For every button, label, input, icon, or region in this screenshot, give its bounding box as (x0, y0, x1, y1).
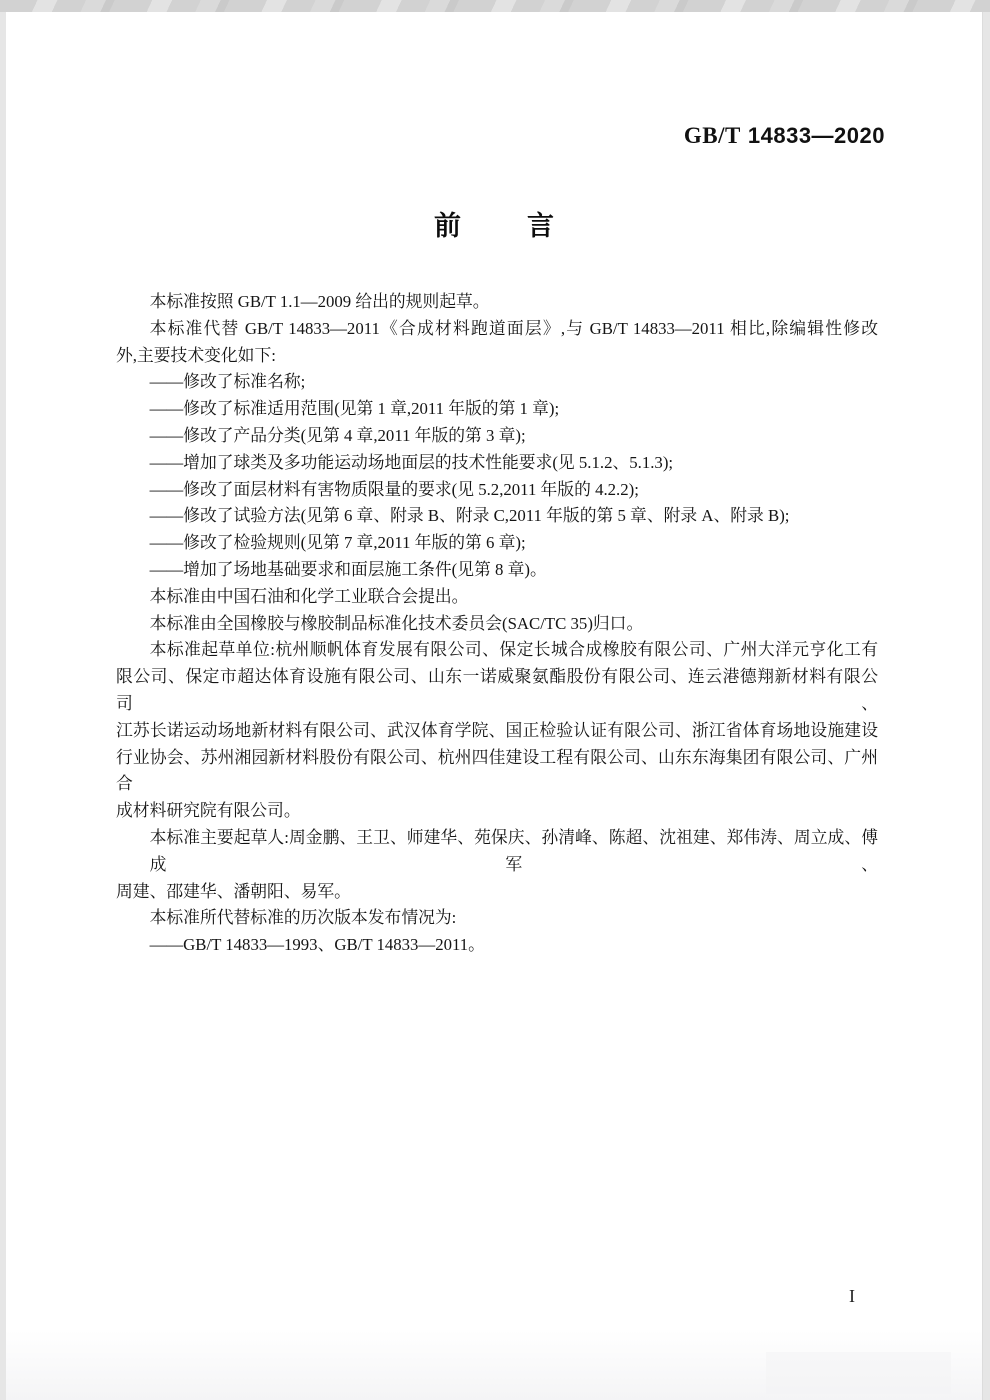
document-page (6, 12, 983, 1400)
body-text (116, 289, 878, 959)
scan-bottom-shading (6, 1330, 982, 1400)
body-line: 成材料研究院有限公司。 (116, 801, 301, 821)
body-line: 本标准代替 GB/T 14833—2011《合成材料跑道面层》,与 GB/T 14833—2011 相比,除编辑性修改 (149, 318, 878, 338)
body-line: ——修改了标准适用范围(见第 1 章,2011 年版的第 1 章); (149, 399, 560, 419)
body-line: 行业协会、苏州湘园新材料股份有限公司、杭州四佳建设工程有限公司、山东东海集团有限公司、广州合 (116, 747, 878, 794)
body-line: 外,主要技术变化如下: (116, 345, 276, 365)
body-line: 周建、邵建华、潘朝阳、易军。 (116, 881, 351, 901)
standard-code-number: 14833—2020 (747, 123, 885, 148)
body-line: 本标准主要起草人:周金鹏、王卫、师建华、苑保庆、孙清峰、陈超、沈祖建、郑伟涛、周立成、傅成军、 (149, 827, 878, 874)
body-line: 本标准起草单位:杭州顺帆体育发展有限公司、保定长城合成橡胶有限公司、广州大洋元亨化工有 (149, 640, 878, 660)
body-line: 本标准所代替标准的历次版本发布情况为: (149, 908, 457, 928)
body-line: ——修改了标准名称; (149, 372, 306, 392)
body-line: ——增加了球类及多功能运动场地面层的技术性能要求(见 5.1.2、5.1.3); (149, 452, 674, 472)
scan-artifact (766, 1352, 951, 1394)
body-line: 本标准按照 GB/T 1.1—2009 给出的规则起草。 (149, 292, 490, 311)
standard-code (6, 123, 885, 149)
body-line: 本标准由全国橡胶与橡胶制品标准化技术委员会(SAC/TC 35)归口。 (149, 613, 644, 633)
page-title-char-2: 言 (527, 211, 554, 241)
body-line: ——增加了场地基础要求和面层施工条件(见第 8 章)。 (149, 559, 547, 579)
page-title-char-1: 前 (434, 211, 461, 241)
body-line: ——GB/T 14833—1993、GB/T 14833—2011。 (149, 935, 485, 955)
page-number: I (849, 1286, 855, 1306)
scan-edge-watermark-band (0, 0, 990, 12)
body-line: 限公司、保定市超达体育设施有限公司、山东一诺威聚氨酯股份有限公司、连云港德翔新材料有限公司、 (116, 667, 878, 713)
body-line: ——修改了产品分类(见第 4 章,2011 年版的第 3 章); (149, 425, 526, 445)
body-line: 江苏长诺运动场地新材料有限公司、武汉体育学院、国正检验认证有限公司、浙江省体育场地设施建设 (116, 720, 878, 740)
standard-code-prefix: GB/T (683, 123, 741, 148)
page-title (6, 204, 982, 243)
body-line: ——修改了检验规则(见第 7 章,2011 年版的第 6 章); (149, 533, 526, 553)
body-line: 本标准由中国石油和化学工业联合会提出。 (149, 586, 469, 606)
body-line: ——修改了试验方法(见第 6 章、附录 B、附录 C,2011 年版的第 5 章、附录 A、附录 B); (149, 506, 790, 526)
body-line: ——修改了面层材料有害物质限量的要求(见 5.2,2011 年版的 4.2.2); (149, 479, 639, 499)
